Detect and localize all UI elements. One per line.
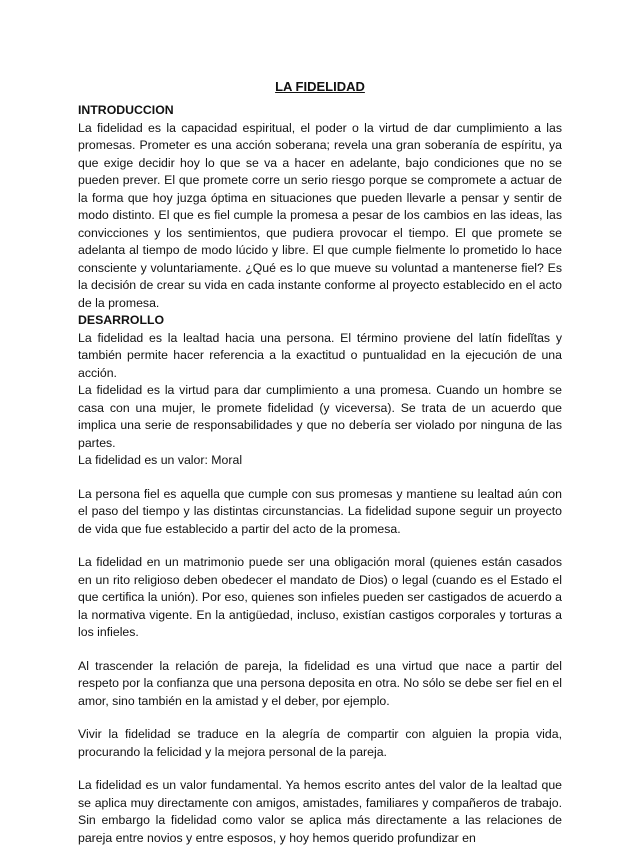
document-page — [78, 78, 562, 847]
body-paragraph-3: La fidelidad es un valor: Moral — [78, 453, 243, 467]
body-paragraph-1: La fidelidad es la lealtad hacia una persona. El término proviene del latín fidelĭtas y también permite hacer referencia a la exactitud o puntualidad en la ejecución de una acción. — [78, 330, 562, 380]
body-paragraph-2: La fidelidad es la virtud para dar cumplimiento a una promesa. Cuando un hombre se casa con una mujer, le promete fidelidad (y viceversa). Se trata de un acuerdo que implica una serie de responsabilidades y que no debería ser violado por ninguna de las partes. — [78, 383, 562, 450]
section-heading-introduccion: INTRODUCCION — [78, 103, 174, 117]
body-paragraph-7: Vivir la fidelidad se traduce en la alegría de compartir con alguien la propia vida, procurando la felicidad y la mejora personal de la pareja. — [78, 727, 562, 759]
body-paragraph-4: La persona fiel es aquella que cumple con sus promesas y mantiene su lealtad aún con el paso del tiempo y las distintas circunstancias. La fidelidad supone seguir un proyecto de vida que fue establecido a partir del acto de la promesa. — [78, 486, 562, 536]
intro-paragraph: La fidelidad es la capacidad espiritual, el poder o la virtud de dar cumplimiento a las promesas. Prometer es una acción soberana; revela una gran soberanía de espíritu, ya que exige decidir hoy lo que se va a hacer en adelante, bajo condiciones que no se pueden prever. El que promete corre un serio riesgo porque se compromete a actuar de la forma que hoy juzga óptima en situaciones que pueden llevarle a pensar y sentir de modo distinto. El que es fiel cumple la promesa a pesar de los cambios en las ideas, las convicciones y los sentimientos, que pudiera provocar el tiempo. El que promete se adelanta al tiempo de modo lúcido y libre. El que cumple fielmente lo prometido lo hace consciente y voluntariamente. ¿Qué es lo que mueve su voluntad a mantenerse fiel? Es la decisión de crear su vida en cada instante conforme al proyecto establecido en el acto de la promesa. — [78, 120, 562, 310]
section-heading-desarrollo: DESARROLLO — [78, 313, 165, 327]
body-paragraph-8: La fidelidad es un valor fundamental. Ya hemos escrito antes del valor de la lealtad que se aplica muy directamente con amigos, amistades, familiares y compañeros de trabajo. Sin embargo la fidelidad como valor se aplica más directamente a las relaciones de pareja entre novios y entre esposos, y hoy hemos querido profundizar en — [78, 778, 562, 845]
body-paragraph-6: Al trascender la relación de pareja, la fidelidad es una virtud que nace a partir del respeto por la confianza que una persona deposita en otra. No sólo se debe ser fiel en el amor, sino también en la amistad y el deber, por ejemplo. — [78, 658, 562, 708]
document-title: LA FIDELIDAD — [275, 79, 365, 94]
body-paragraph-5: La fidelidad en un matrimonio puede ser una obligación moral (quienes están casados en un rito religioso deben obedecer el mandato de Dios) o legal (cuando es el Estado el que certifica la unión). Por eso, quienes son infieles pueden ser castigados de acuerdo a la normativa vigente. En la antigüedad, incluso, existían castigos corporales y torturas a los infieles. — [78, 555, 562, 639]
